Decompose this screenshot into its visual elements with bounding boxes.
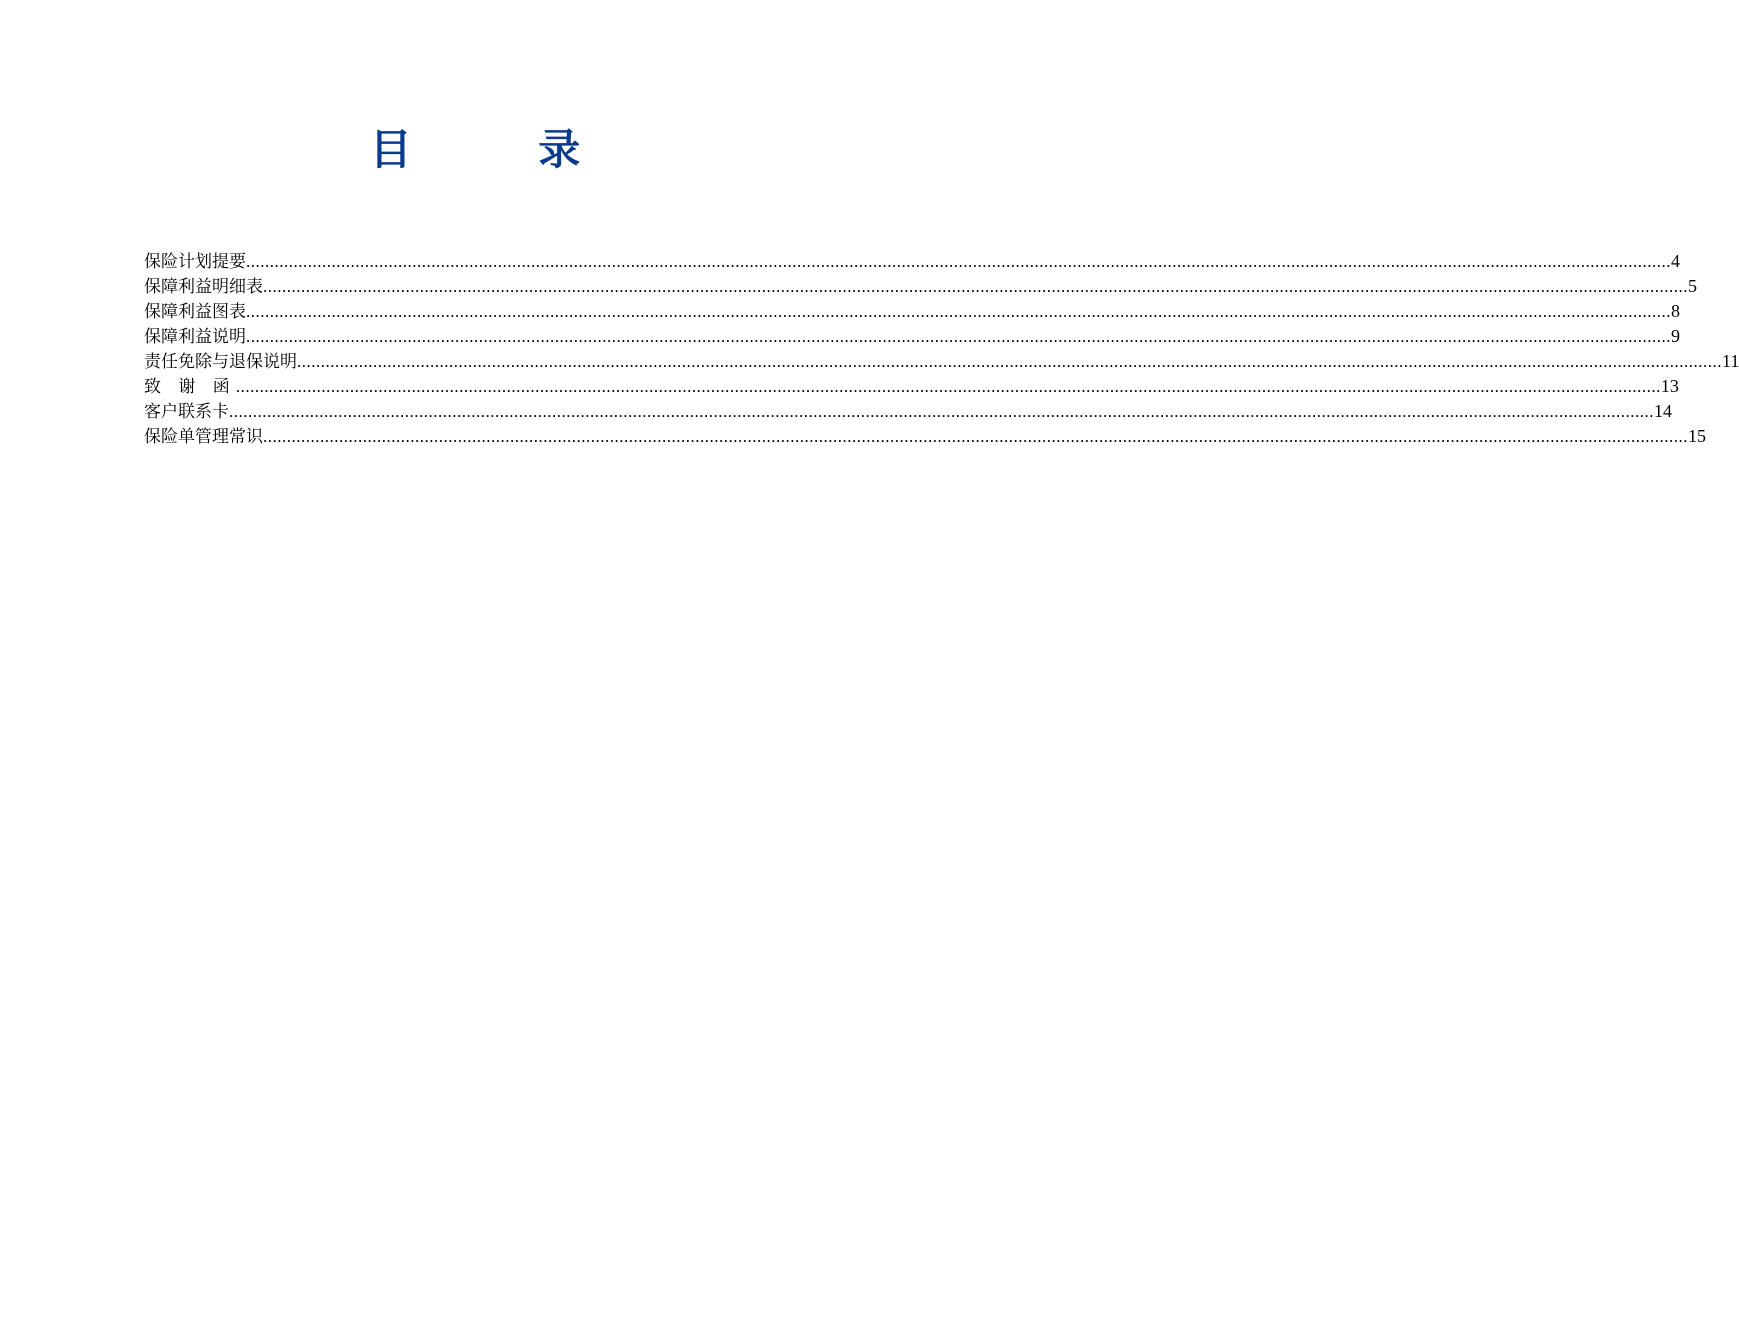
toc-entry-page: 14 [1654,401,1672,421]
toc-dot-leader: ............................................................................................................................................................................................................................................................................................................ [263,277,1688,296]
toc-entry[interactable] [144,249,1680,274]
toc-entry[interactable] [144,349,1739,374]
toc-entry-page: 15 [1688,426,1706,446]
toc-entry[interactable] [144,274,1697,299]
toc-dot-leader: ............................................................................................................................................................................................................................................................................................................ [297,352,1722,371]
toc-entry-page: 11 [1722,351,1739,371]
toc-entry-page: 4 [1671,251,1680,271]
toc-title: 目 录 [369,125,637,174]
toc-entry-label: 保障利益说明 [144,327,246,347]
toc-dot-leader: ............................................................................................................................................................................................................................................................................................................ [229,402,1654,421]
toc-entry-label: 保险计划提要 [144,252,246,272]
toc-entry-label: 保障利益图表 [144,302,246,322]
toc-entry-label: 保险单管理常识 [144,427,263,447]
toc-dot-leader: ............................................................................................................................................................................................................................................................................................................ [246,327,1671,346]
toc-entry[interactable] [144,399,1672,424]
toc-entry[interactable] [144,424,1706,449]
toc-entry-label: 致 谢 函 [144,377,236,397]
toc-entry-page: 8 [1671,301,1680,321]
table-of-contents [144,249,1739,449]
toc-dot-leader: ............................................................................................................................................................................................................................................................................................................ [235,377,1661,396]
toc-dot-leader: ............................................................................................................................................................................................................................................................................................................ [246,302,1671,321]
toc-entry-page: 9 [1671,326,1680,346]
toc-entry-page: 5 [1688,276,1697,296]
toc-entry[interactable] [144,374,1679,399]
toc-entry[interactable] [144,324,1680,349]
toc-entry-label: 客户联系卡 [144,402,229,422]
toc-dot-leader: ............................................................................................................................................................................................................................................................................................................ [246,252,1671,271]
toc-entry-label: 责任免除与退保说明 [144,352,297,372]
toc-dot-leader: ............................................................................................................................................................................................................................................................................................................ [263,427,1688,446]
toc-entry[interactable] [144,299,1680,324]
toc-entry-page: 13 [1660,376,1679,396]
toc-entry-label: 保障利益明细表 [144,277,263,297]
